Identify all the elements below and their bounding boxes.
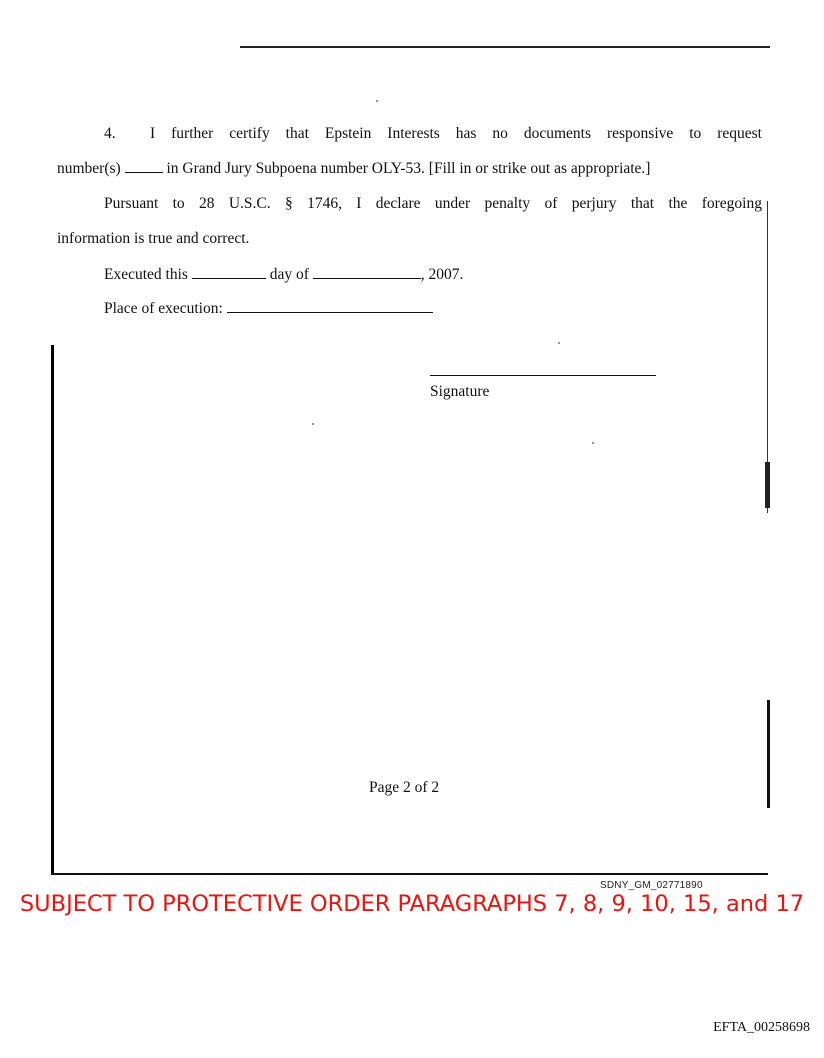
executed-suffix: , 2007. <box>420 266 464 283</box>
declaration-line-2: information is true and correct. <box>57 230 250 247</box>
month-blank[interactable] <box>313 265 421 279</box>
paragraph-4-line-2-suffix: in Grand Jury Subpoena number OLY-53. [Fill in or strike out as appropriate.] <box>166 160 651 177</box>
executed-middle: day of <box>269 266 309 283</box>
efta-number: EFTA_00258698 <box>713 1020 810 1035</box>
paragraph-4-line-2-prefix: number(s) <box>57 160 121 177</box>
page-number: Page 2 of 2 <box>369 779 440 796</box>
paragraph-4-line-1: I further certify that Epstein Interests has no documents responsive to request <box>150 125 762 142</box>
left-scan-edge <box>51 345 54 875</box>
request-number-blank[interactable] <box>125 159 163 173</box>
declaration-line-1: Pursuant to 28 U.S.C. § 1746, I declare under penalty of perjury that the foregoing <box>104 195 762 212</box>
executed-line <box>104 265 463 284</box>
scan-speck <box>592 442 594 444</box>
bates-number: SDNY_GM_02771890 <box>600 880 703 891</box>
signature-label: Signature <box>430 383 490 400</box>
paragraph-4-line-2 <box>57 159 650 178</box>
protective-order-stamp: SUBJECT TO PROTECTIVE ORDER PARAGRAPHS 7, 8, 9, 10, 15, and 17 <box>19 891 805 917</box>
top-scan-rule <box>240 46 770 48</box>
place-of-execution-line <box>104 299 433 318</box>
scan-speck <box>558 342 560 344</box>
right-scan-edge-lower <box>767 700 770 808</box>
bottom-scan-rule <box>51 873 768 875</box>
paragraph-number: 4. <box>104 125 116 142</box>
scan-speck <box>376 100 378 102</box>
scan-blot <box>765 462 770 508</box>
day-blank[interactable] <box>192 265 266 279</box>
scan-speck <box>312 423 314 425</box>
place-of-execution-label: Place of execution: <box>104 300 223 317</box>
executed-prefix: Executed this <box>104 266 188 283</box>
signature-line[interactable] <box>430 375 656 376</box>
place-of-execution-blank[interactable] <box>227 299 433 313</box>
